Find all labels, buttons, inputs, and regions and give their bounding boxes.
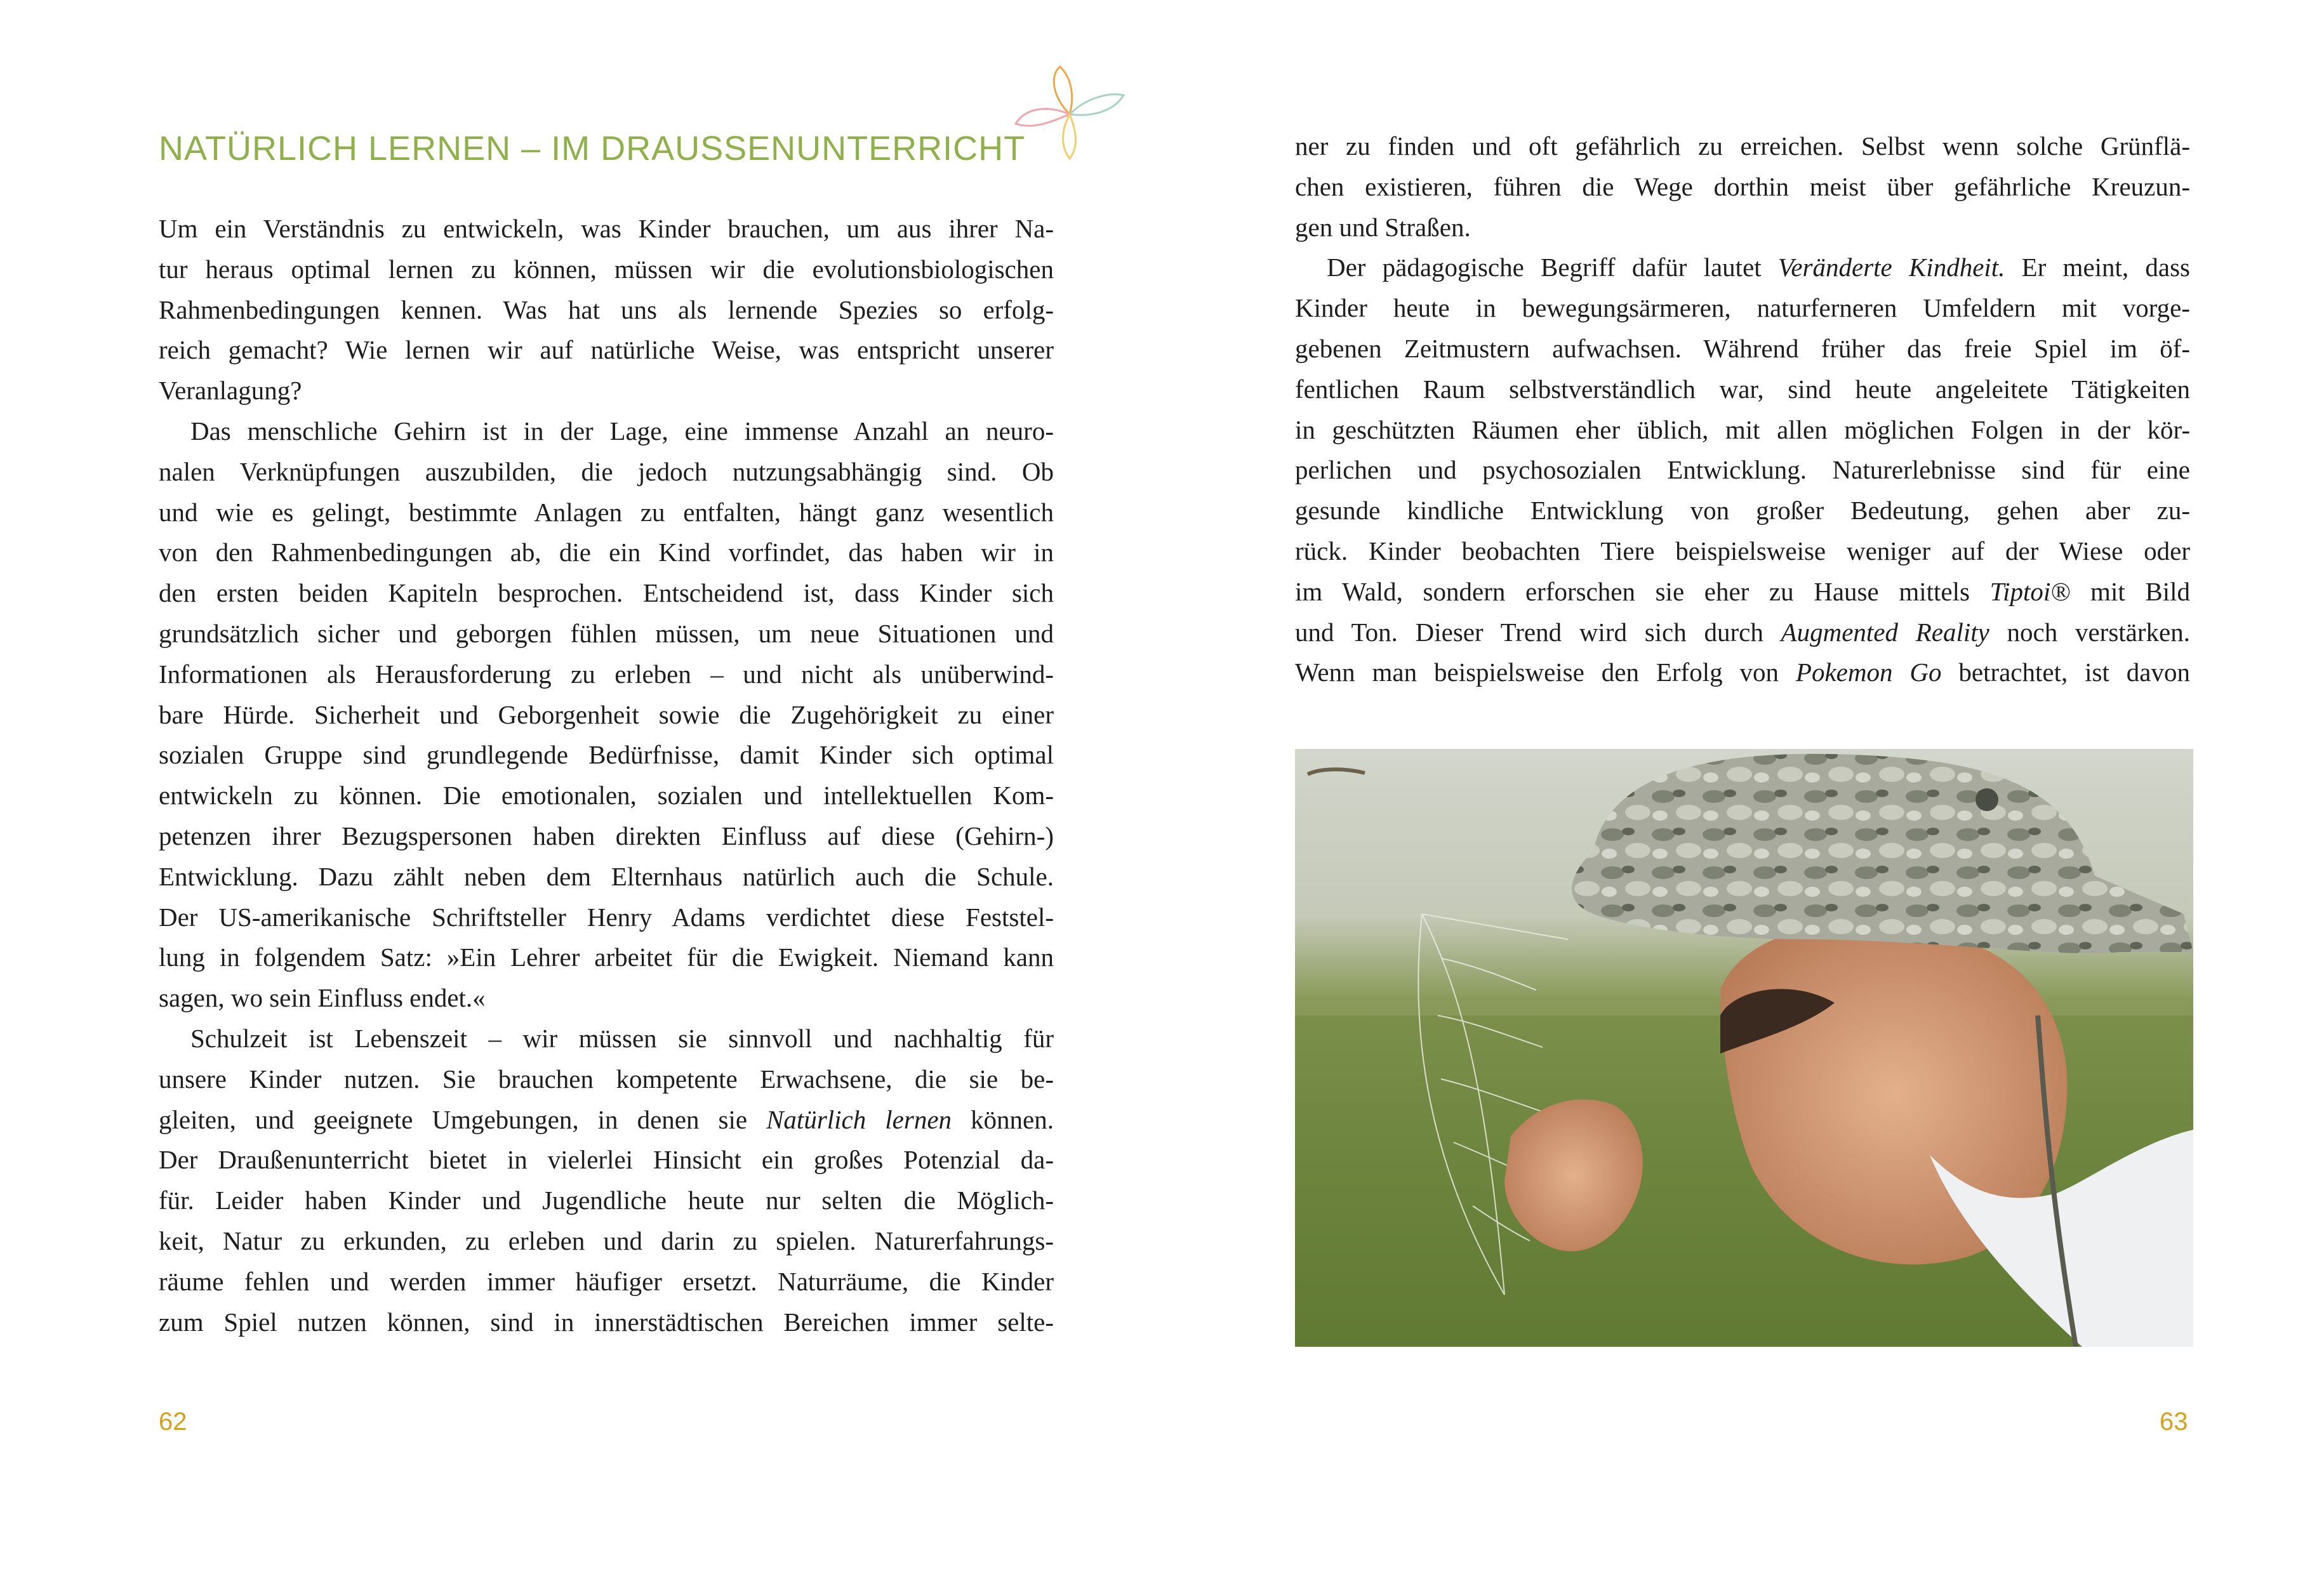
text-line: in geschützten Räumen eher üblich, mit allen möglichen Folgen in der kör- [1295,414,2190,444]
text-line: zum Spiel nutzen können, sind in innerstädtischen Bereichen immer selte- [159,1307,1054,1337]
text-line: Rahmenbedingungen kennen. Was hat uns als lernende Spezies so erfolg- [159,294,1054,324]
text-line: und Ton. Dieser Trend wird sich durch Augmented Reality noch verstärken. [1295,617,2190,647]
page-number-right: 63 [2160,1408,2188,1436]
chapter-heading: NATÜRLICH LERNEN – IM DRAUSSENUNTERRICHT [159,129,1026,168]
text-line: im Wald, sondern erforschen sie eher zu Hause mittels Tiptoi® mit Bild [1295,576,2190,606]
text-line: bare Hürde. Sicherheit und Geborgenheit sowie die Zugehörigkeit zu einer [159,699,1054,729]
text-line: entwickeln zu können. Die emotionalen, sozialen und intellektuellen Kom- [159,781,1054,810]
text-line: Der Draußenunterricht bietet in vielerlei Hinsicht ein großes Potenzial da- [159,1145,1054,1175]
text-line: gleiten, und geeignete Umgebungen, in denen sie Natürlich lernen können. [159,1104,1054,1134]
text-line: und wie es gelingt, bestimmte Anlagen zu entfalten, hängt ganz wesentlich [159,497,1054,527]
text-line: nalen Verknüpfungen auszubilden, die jedoch nutzungsabhängig sind. Ob [159,456,1054,486]
flower-ornament-icon [1009,60,1130,162]
text-line: sozialen Gruppe sind grundlegende Bedürfnisse, damit Kinder sich optimal [159,740,1054,770]
text-line: petenzen ihrer Bezugspersonen haben direkten Einfluss auf diese (Gehirn-) [159,821,1054,850]
text-line: fentlichen Raum selbstverständlich war, sind heute angeleitete Tätigkeiten [1295,374,2190,404]
text-line: lung in folgendem Satz: »Ein Lehrer arbeitet für die Ewigkeit. Niemand kann [159,942,1054,972]
text-line: Der pädagogische Begriff dafür lautet Veränderte Kindheit. Er meint, dass [1327,253,2190,282]
text-line: Um ein Verständnis zu entwickeln, was Kinder brauchen, um aus ihrer Na- [159,214,1054,243]
text-line: grundsätzlich sicher und geborgen fühlen müssen, um neue Situationen und [159,619,1054,648]
text-line: Veranlagung? [159,376,302,406]
text-line: räume fehlen und werden immer häufiger ersetzt. Naturräume, die Kinder [159,1266,1054,1296]
text-line: sagen, wo sein Einfluss endet.« [159,983,486,1013]
text-line: gen und Straßen. [1295,212,1471,242]
text-line: keit, Natur zu erkunden, zu erleben und darin zu spielen. Naturerfahrungs- [159,1226,1054,1255]
text-line: chen existieren, führen die Wege dorthin meist über gefährliche Kreuzun- [1295,171,2190,201]
right-page [1162,0,2323,1574]
text-line: gesunde kindliche Entwicklung von großer Bedeutung, gehen aber zu- [1295,496,2190,526]
text-line: Der US-amerikanische Schriftsteller Henry Adams verdichtet diese Feststel- [159,902,1054,932]
text-line: reich gemacht? Wie lernen wir auf natürliche Weise, was entspricht unserer [159,335,1054,365]
text-line: Das menschliche Gehirn ist in der Lage, eine immense Anzahl an neuro- [190,416,1054,446]
photo-child-spiderweb [1295,749,2193,1347]
text-line: perlichen und psychosozialen Entwicklung. Naturerlebnisse sind für eine [1295,455,2190,485]
text-line: rück. Kinder beobachten Tiere beispielsweise weniger auf der Wiese oder [1295,536,2190,565]
text-line: Wenn man beispielsweise den Erfolg von Pokemon Go betrachtet, ist davon [1295,658,2190,687]
text-line: den ersten beiden Kapiteln besprochen. Entscheidend ist, dass Kinder sich [159,578,1054,608]
page-number-left: 62 [159,1408,187,1436]
text-line: Kinder heute in bewegungsärmeren, naturferneren Umfeldern mit vorge- [1295,293,2190,323]
text-line: ner zu finden und oft gefährlich zu erreichen. Selbst wenn solche Grünflä- [1295,131,2190,161]
text-line: Informationen als Herausforderung zu erleben – und nicht als unüberwind- [159,659,1054,689]
text-line: gebenen Zeitmustern aufwachsen. Während früher das freie Spiel im öf- [1295,334,2190,363]
text-line: tur heraus optimal lernen zu können, müssen wir die evolutionsbiologischen [159,254,1054,284]
text-line: für. Leider haben Kinder und Jugendliche heute nur selten die Möglich- [159,1186,1054,1215]
text-line: von den Rahmenbedingungen ab, die ein Kind vorfindet, das haben wir in [159,538,1054,567]
text-line: unsere Kinder nutzen. Sie brauchen kompetente Erwachsene, die sie be- [159,1064,1054,1094]
text-line: Entwicklung. Dazu zählt neben dem Elternhaus natürlich auch die Schule. [159,861,1054,891]
text-line: Schulzeit ist Lebenszeit – wir müssen sie sinnvoll und nachhaltig für [190,1024,1054,1053]
